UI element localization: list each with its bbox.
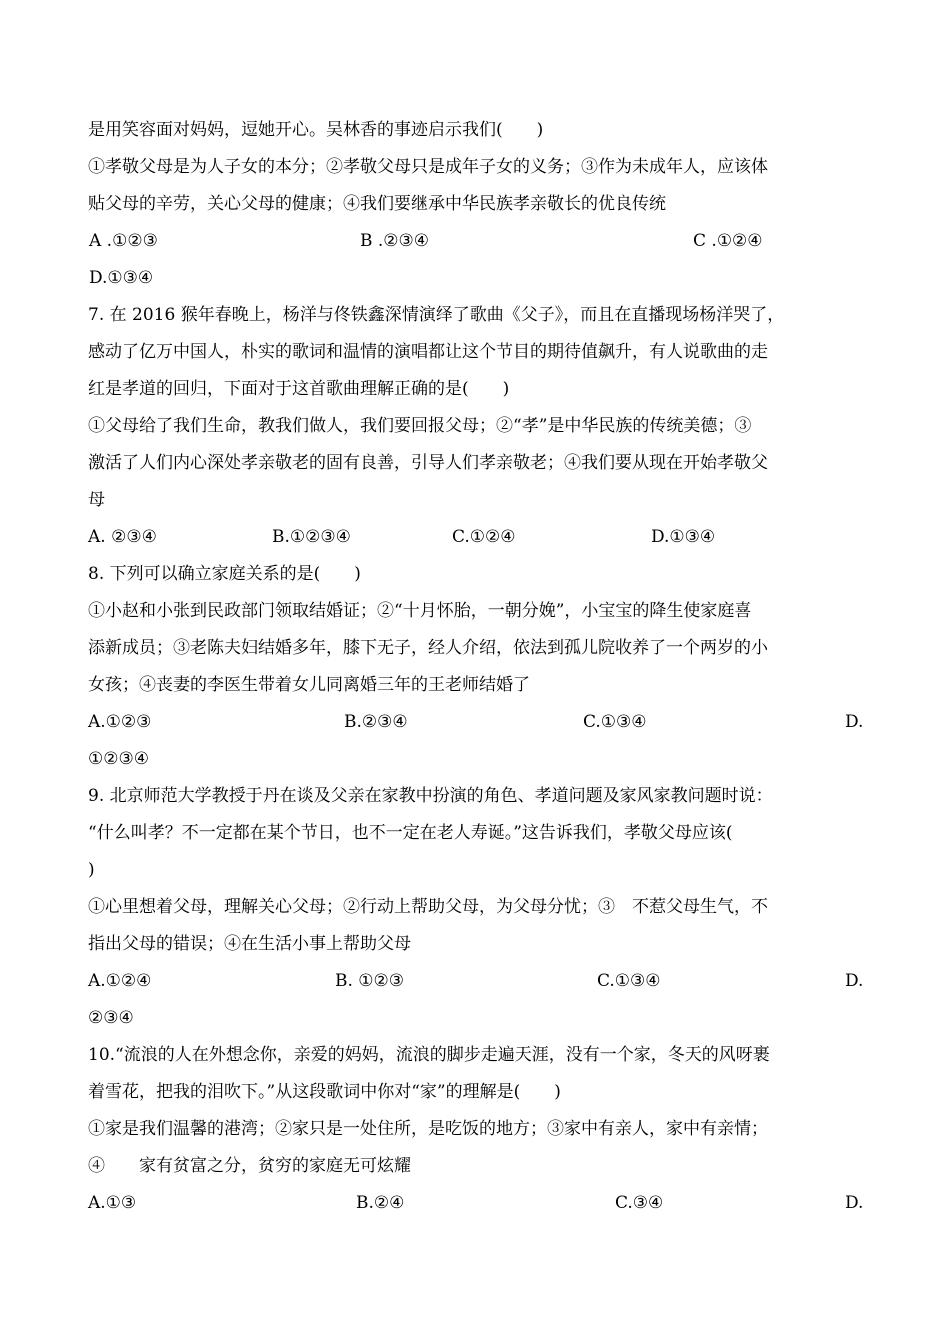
q6-items-line-2: 贴父母的辛劳，关心父母的健康；④我们要继承中华民族孝亲敬长的优良传统	[88, 194, 666, 214]
q7-option-a: A. ②③④	[88, 527, 157, 547]
q9-option-c: C.①③④	[597, 971, 661, 991]
q10-items-line-1: ①家是我们温馨的港湾；②家只是一处住所，是吃饭的地方；③家中有亲人，家中有亲情；	[88, 1119, 768, 1139]
q10-items-line-2: ④ 家有贫富之分，贫穷的家庭无可炫耀	[88, 1156, 411, 1176]
q6-option-d: D.①③④	[89, 268, 154, 288]
q10-options	[88, 1185, 864, 1222]
q10-option-d-label: D.	[845, 1193, 864, 1213]
q8-items-line-2: 添新成员；③老陈夫妇结婚多年，膝下无子，经人介绍，依法到孤儿院收养了一个两岁的小	[88, 638, 768, 658]
q10-option-a: A.①③	[88, 1193, 137, 1213]
q6-stem: 是用笑容面对妈妈，逗她开心。吴林香的事迹启示我们( )	[88, 120, 544, 140]
q6-items-line-1: ①孝敬父母是为人子女的本分；②孝敬父母只是成年子女的义务；③作为未成年人，应该体	[88, 157, 768, 177]
q9-option-d-value: ②③④	[88, 1008, 134, 1028]
q9-option-b: B. ①②③	[335, 971, 405, 991]
q7-stem-line-1: 7. 在 2016 猴年春晚上，杨洋与佟铁鑫深情演绎了歌曲《父子》，而且在直播现场杨洋哭了，	[88, 305, 785, 325]
q7-options	[88, 519, 864, 556]
q8-items-line-3: 女孩；④丧妻的李医生带着女儿同离婚三年的王老师结婚了	[88, 675, 530, 695]
q10-option-c: C.③④	[615, 1193, 664, 1213]
q7-items-line-2: 激活了人们内心深处孝亲敬老的固有良善，引导人们孝亲敬老；④我们要从现在开始孝敬父	[88, 453, 768, 473]
q9-options	[88, 963, 864, 1000]
q7-option-b: B.①②③④	[272, 527, 351, 547]
q7-stem-line-2: 感动了亿万中国人，朴实的歌词和温情的演唱都让这个节目的期待值飙升，有人说歌曲的走	[88, 342, 768, 362]
q7-option-d: D.①③④	[651, 527, 716, 547]
q6-option-b: B .②③④	[360, 231, 430, 251]
q9-option-d-label: D.	[845, 971, 864, 991]
q7-items-line-1: ①父母给了我们生命，教我们做人，我们要回报父母；②“孝”是中华民族的传统美德；③	[88, 416, 752, 436]
exam-page	[88, 112, 864, 1222]
q6-option-a: A .①②③	[89, 231, 158, 251]
q8-option-d-value: ①②③④	[88, 749, 149, 769]
q6-options	[88, 223, 864, 260]
q7-option-c: C.①②④	[452, 527, 516, 547]
q8-options	[88, 704, 864, 741]
q6-option-c: C .①②④	[693, 231, 763, 251]
q9-stem-line-1: 9. 北京师范大学教授于丹在谈及父亲在家教中扮演的角色、孝道问题及家风家教问题时说：	[88, 786, 773, 806]
q9-items-line-1: ①心里想着父母，理解关心父母；②行动上帮助父母，为父母分忧；③ 不惹父母生气，不	[88, 897, 768, 917]
q9-stem-line-2: “什么叫孝？不一定都在某个节日，也不一定在老人寿诞。”这告诉我们，孝敬父母应该(	[88, 823, 733, 843]
q8-items-line-1: ①小赵和小张到民政部门领取结婚证；②“十月怀胎，一朝分娩”，小宝宝的降生使家庭喜	[88, 601, 752, 621]
q9-items-line-2: 指出父母的错误；④在生活小事上帮助父母	[88, 934, 411, 954]
q9-stem-line-3: )	[88, 860, 95, 880]
q10-stem-line-1: 10.“流浪的人在外想念你，亲爱的妈妈，流浪的脚步走遍天涯，没有一个家，冬天的风呀裹	[88, 1045, 770, 1065]
q8-option-a: A.①②③	[88, 712, 152, 732]
q7-items-line-3: 母	[88, 490, 105, 510]
q8-stem: 8. 下列可以确立家庭关系的是( )	[88, 564, 361, 584]
q7-stem-line-3: 红是孝道的回归，下面对于这首歌曲理解正确的是( )	[88, 379, 510, 399]
q10-stem-line-2: 着雪花，把我的泪吹下。”从这段歌词中你对“家”的理解是( )	[88, 1082, 561, 1102]
q8-option-c: C.①③④	[583, 712, 647, 732]
q9-option-a: A.①②④	[88, 971, 152, 991]
q8-option-d-label: D.	[845, 712, 864, 732]
q10-option-b: B.②④	[356, 1193, 405, 1213]
q8-option-b: B.②③④	[344, 712, 408, 732]
